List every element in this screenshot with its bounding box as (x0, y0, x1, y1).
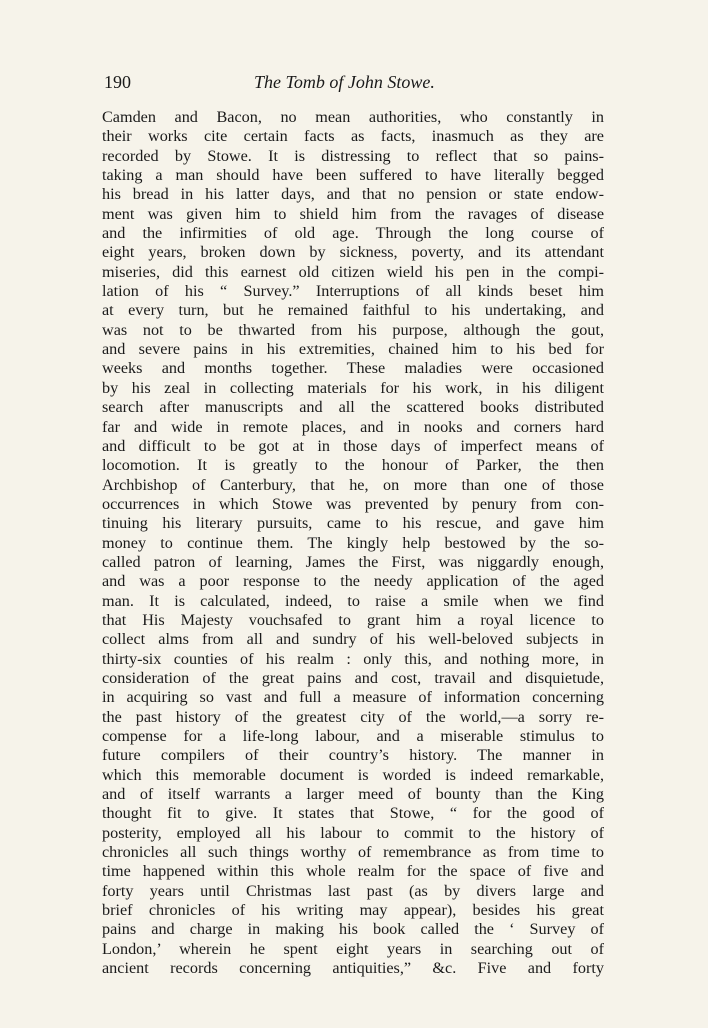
text-line: chronicles all such things worthy of remembrance as from time to (102, 843, 604, 862)
text-line: thirty-six counties of his realm : only this, and nothing more, in (102, 649, 604, 668)
text-line: eight years, broken down by sickness, poverty, and its attendant (102, 243, 604, 262)
text-line: search after manuscripts and all the scattered books distributed (102, 398, 604, 417)
text-line: miseries, did this earnest old citizen wield his pen in the compi- (102, 262, 604, 281)
text-line: man. It is calculated, indeed, to raise a smile when we find (102, 591, 604, 610)
text-line: posterity, employed all his labour to commit to the history of (102, 823, 604, 842)
text-line: compense for a life-long labour, and a miserable stimulus to (102, 727, 604, 745)
text-line: at every turn, but he remained faithful to his undertaking, and (102, 301, 604, 320)
text-line: called patron of learning, James the First, was niggardly enough, (102, 552, 604, 571)
text-line: thought fit to give. It states that Stowe, “ for the good of (102, 804, 604, 823)
text-line: occurrences in which Stowe was prevented by penury from con- (102, 494, 604, 513)
text-line: time happened within this whole realm for the space of five and (102, 862, 604, 881)
text-line: and of itself warrants a larger meed of bounty than the King (102, 785, 604, 804)
text-line: far and wide in remote places, and in nooks and corners hard (102, 417, 604, 436)
text-line: ment was given him to shield him from the ravages of disease (102, 204, 604, 223)
text-line: his bread in his latter days, and that no pension or state endow- (102, 185, 604, 204)
text-line: brief chronicles of his writing may appear), besides his great (102, 901, 604, 920)
text-line: and the infirmities of old age. Through the long course of (102, 224, 604, 243)
page-header (104, 72, 604, 96)
text-line: taking a man should have been suffered to have literally begged (102, 166, 604, 185)
text-line: recorded by Stowe. It is distressing to reflect that so pains- (102, 146, 604, 165)
text-line: locomotion. It is greatly to the honour of Parker, the then (102, 456, 604, 475)
text-line: collect alms from all and sundry of his well-beloved subjects in (102, 630, 604, 649)
text-line: was not to be thwarted from his purpose, although the gout, (102, 320, 604, 339)
text-line: and difficult to be got at in those days of imperfect means of (102, 436, 604, 455)
page-number: 190 (104, 72, 131, 92)
text-line: future compilers of their country’s history. The manner in (102, 746, 604, 765)
text-line: their works cite certain facts as facts, inasmuch as they are (102, 127, 604, 146)
text-line: lation of his “ Survey.” Interruptions of all kinds beset him (102, 282, 604, 301)
text-line: money to continue them. The kingly help bestowed by the so- (102, 533, 604, 552)
text-line: London,’ wherein he spent eight years in searching out of (102, 939, 604, 958)
text-line: and was a poor response to the needy application of the aged (102, 572, 604, 591)
text-line: weeks and months together. These maladies were occasioned (102, 359, 604, 378)
text-line: that His Majesty vouchsafed to grant him a royal licence to (102, 610, 604, 629)
text-line: consideration of the great pains and cost, travail and disquietude, (102, 668, 604, 687)
text-line: Camden and Bacon, no mean authorities, who constantly in (102, 108, 604, 126)
text-line: and severe pains in his extremities, chained him to his bed for (102, 340, 604, 359)
text-line: in acquiring so vast and full a measure of information concerning (102, 688, 604, 707)
text-line: tinuing his literary pursuits, came to his rescue, and gave him (102, 514, 604, 533)
text-line: pains and charge in making his book called the ‘ Survey of (102, 920, 604, 939)
body-text (102, 108, 604, 978)
text-line: the past history of the greatest city of the world,—a sorry re- (102, 707, 604, 726)
text-line: ancient records concerning antiquities,” &c. Five and forty (102, 959, 604, 978)
text-line: by his zeal in collecting materials for his work, in his diligent (102, 378, 604, 397)
text-line: Archbishop of Canterbury, that he, on more than one of those (102, 475, 604, 494)
text-line: forty years until Christmas last past (as by divers large and (102, 881, 604, 900)
running-title: The Tomb of John Stowe. (254, 72, 435, 92)
text-line: which this memorable document is worded is indeed remarkable, (102, 765, 604, 784)
